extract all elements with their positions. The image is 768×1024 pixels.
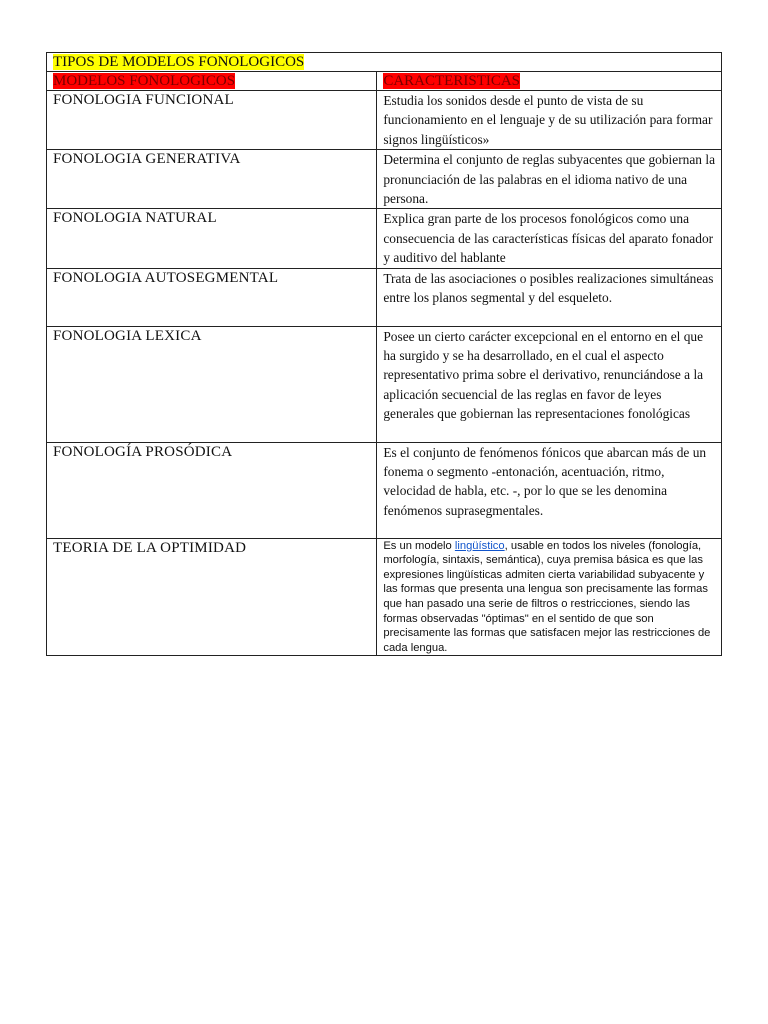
- table-title: TIPOS DE MODELOS FONOLOGICOS: [53, 54, 305, 70]
- models-table: [46, 52, 722, 656]
- header-models: MODELOS FONOLOGICOS: [53, 73, 236, 89]
- table-row: [47, 91, 722, 150]
- model-name: FONOLOGIA NATURAL: [47, 209, 377, 268]
- model-description: Determina el conjunto de reglas subyacentes que gobiernan la pronunciación de las palabras en el idioma nativo de una persona.: [377, 150, 722, 209]
- model-description: Trata de las asociaciones o posibles realizaciones simultáneas entre los planos segmental y del esqueleto.: [377, 268, 722, 326]
- header-models-cell: [47, 72, 377, 91]
- model-name: FONOLOGÍA PROSÓDICA: [47, 442, 377, 538]
- table-row: [47, 326, 722, 442]
- model-description: Estudia los sonidos desde el punto de vista de su funcionamiento en el lenguaje y de su utilización para formar signos lingüísticos»: [377, 91, 722, 150]
- header-row: [47, 72, 722, 91]
- model-description: Es el conjunto de fenómenos fónicos que abarcan más de un fonema o segmento -entonación, acentuación, ritmo, velocidad de habla, etc. -, por lo que se les denomina fenómenos suprasegmentales.: [377, 442, 722, 538]
- model-description: Explica gran parte de los procesos fonológicos como una consecuencia de las características físicas del aparato fonador y auditivo del hablante: [377, 209, 722, 268]
- linguistico-link[interactable]: lingüístico: [454, 539, 505, 552]
- header-characteristics-cell: [377, 72, 722, 91]
- description-suffix: , usable en todos los niveles (fonología, morfología, sintaxis, semántica), cuya premisa básica es que las expresiones lingüísticas admiten cierta variabilidad subyacente y las formas que presenta una lengua son precisamente las formas que han pasado una serie de filtros o restricciones, siendo las formas observadas "óptimas" en el sentido de que son precisamente las formas que satisfacen mejor las restricciones de cada lengua.: [383, 539, 711, 654]
- table-row: [47, 150, 722, 209]
- table-row: [47, 209, 722, 268]
- title-cell: [47, 53, 722, 72]
- table-row: [47, 268, 722, 326]
- model-description: [377, 538, 722, 656]
- description-prefix: Es un modelo: [383, 539, 455, 552]
- table-row: [47, 538, 722, 656]
- model-name: TEORIA DE LA OPTIMIDAD: [47, 538, 377, 656]
- header-characteristics: CARACTERISTICAS: [383, 73, 521, 89]
- model-name: FONOLOGIA AUTOSEGMENTAL: [47, 268, 377, 326]
- table-row: [47, 442, 722, 538]
- model-name: FONOLOGIA LEXICA: [47, 326, 377, 442]
- model-name: FONOLOGIA FUNCIONAL: [47, 91, 377, 150]
- model-name: FONOLOGIA GENERATIVA: [47, 150, 377, 209]
- model-description: Posee un cierto carácter excepcional en el entorno en el que ha surgido y se ha desarrollado, en el cual el aspecto representativo prima sobre el derivativo, renunciándose a la aplicación secuencial de las reglas en favor de leyes generales que gobiernan las representaciones fonológicas: [377, 326, 722, 442]
- title-row: [47, 53, 722, 72]
